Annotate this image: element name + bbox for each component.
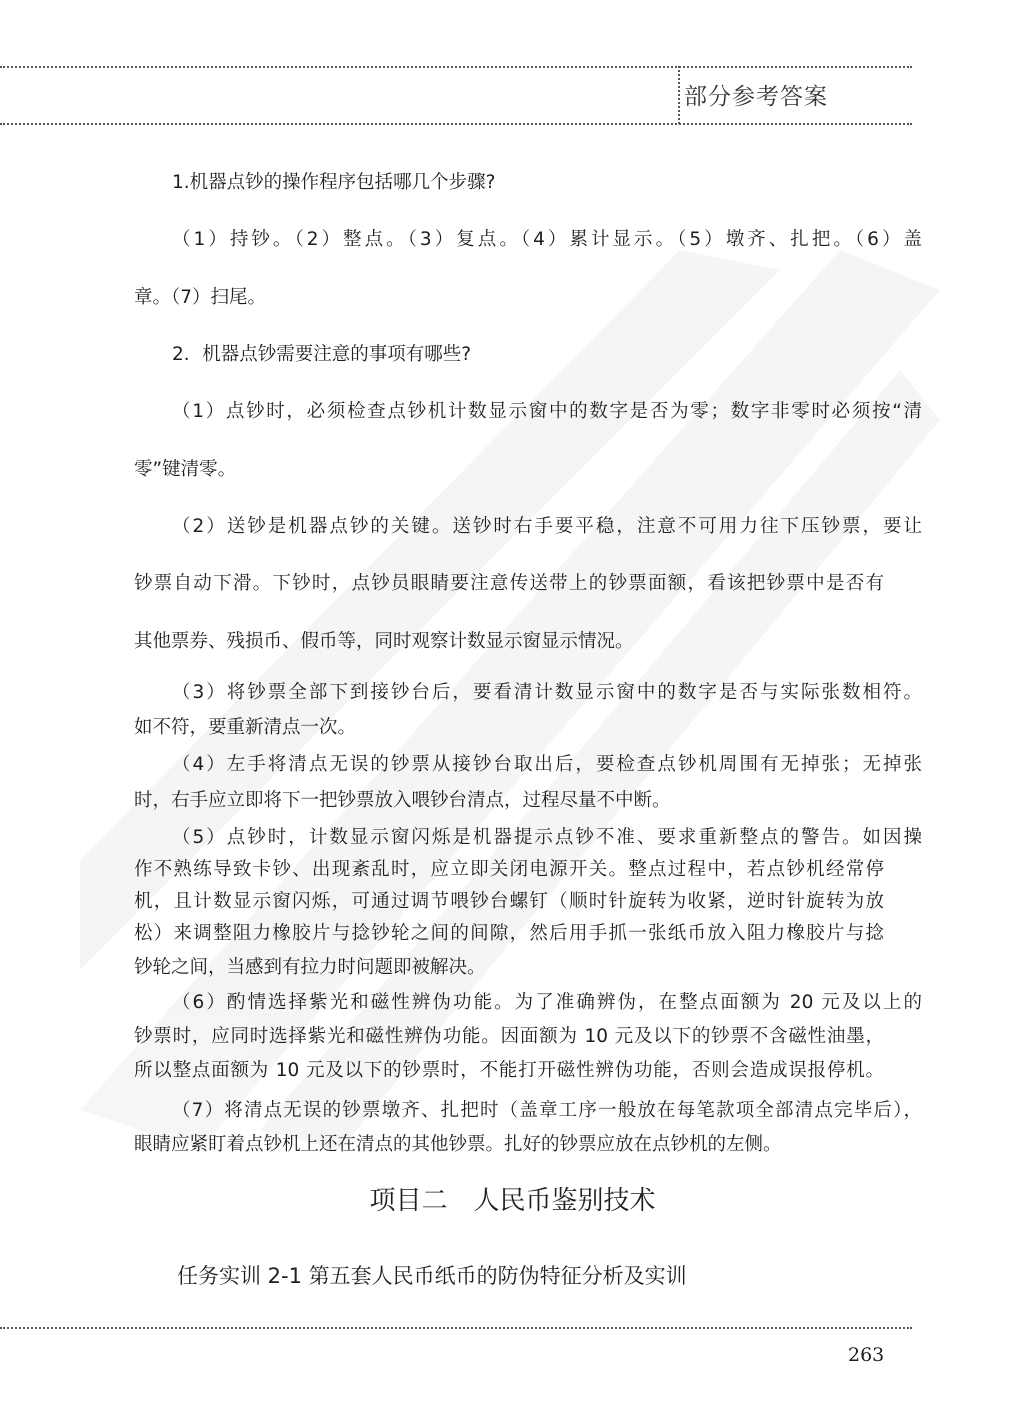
answer-2-4-line-2: 时，右手应立即将下一把钞票放入喂钞台清点，过程尽量不中断。 [134, 790, 671, 811]
header-top-rule [0, 66, 912, 68]
answer-2-2-line-2: 钞票自动下滑。下钞时，点钞员眼睛要注意传送带上的钞票面额，看该把钞票中是否有 [134, 573, 884, 594]
question-2: 2．机器点钞需要注意的事项有哪些? [172, 344, 472, 365]
header-divider [678, 66, 680, 124]
answer-2-4-line-1: （4）左手将清点无误的钞票从接钞台取出后，要检查点钞机周围有无掉张；无掉张 [172, 754, 922, 775]
answer-2-3-line-2: 如不符，要重新清点一次。 [134, 717, 357, 738]
subsection-title: 任务实训 2-1 第五套人民币纸币的防伪特征分析及实训 [177, 1264, 687, 1288]
answer-2-5-line-4: 松）来调整阻力橡胶片与捻钞轮之间的间隙，然后用手抓一张纸币放入阻力橡胶片与捻 [134, 923, 884, 944]
header-bottom-rule [0, 123, 912, 125]
answer-2-7-line-1: （7）将清点无误的钞票墩齐、扎把时（盖章工序一般放在每笔款项全部清点完毕后）， [172, 1100, 922, 1121]
answer-2-2-line-1: （2）送钞是机器点钞的关键。送钞时右手要平稳，注意不可用力往下压钞票，要让 [172, 516, 922, 537]
answer-2-5-line-2: 作不熟练导致卡钞、出现紊乱时，应立即关闭电源开关。整点过程中，若点钞机经常停 [134, 859, 884, 880]
answer-2-5-line-5: 钞轮之间，当感到有拉力时问题即被解决。 [134, 957, 486, 978]
answer-2-7-line-2: 眼睛应紧盯着点钞机上还在清点的其他钞票。扎好的钞票应放在点钞机的左侧。 [134, 1134, 782, 1155]
question-1: 1.机器点钞的操作程序包括哪几个步骤? [172, 172, 496, 193]
header-title: 部分参考答案 [684, 84, 828, 110]
answer-1-line-1: （1）持钞。（2）整点。（3）复点。（4）累计显示。（5）墩齐、扎把。（6）盖 [172, 229, 922, 250]
footer-rule [0, 1327, 912, 1329]
answer-2-1-line-2: 零”键清零。 [134, 459, 237, 480]
answer-2-5-line-3: 机，且计数显示窗闪烁，可通过调节喂钞台螺钉（顺时针旋转为收紧，逆时针旋转为放 [134, 891, 884, 912]
answer-2-6-line-3: 所以整点面额为 10 元及以下的钞票时，不能打开磁性辨伪功能，否则会造成误报停机。 [134, 1060, 884, 1081]
answer-1-line-2: 章。（7）扫尾。 [134, 287, 267, 308]
answer-2-6-line-1: （6）酌情选择紫光和磁性辨伪功能。为了准确辨伪，在整点面额为 20 元及以上的 [172, 992, 922, 1013]
answer-2-3-line-1: （3）将钞票全部下到接钞台后，要看清计数显示窗中的数字是否与实际张数相符。 [172, 682, 922, 703]
answer-2-2-line-3: 其他票券、残损币、假币等，同时观察计数显示窗显示情况。 [134, 631, 634, 652]
page-number: 263 [848, 1344, 885, 1366]
answer-2-6-line-2: 钞票时，应同时选择紫光和磁性辨伪功能。因面额为 10 元及以下的钞票不含磁性油墨， [134, 1026, 884, 1047]
answer-2-5-line-1: （5）点钞时，计数显示窗闪烁是机器提示点钞不准、要求重新整点的警告。如因操 [172, 827, 922, 848]
section-title: 项目二 人民币鉴别技术 [369, 1186, 656, 1216]
answer-2-1-line-1: （1）点钞时，必须检查点钞机计数显示窗中的数字是否为零；数字非零时必须按“清 [172, 401, 922, 422]
